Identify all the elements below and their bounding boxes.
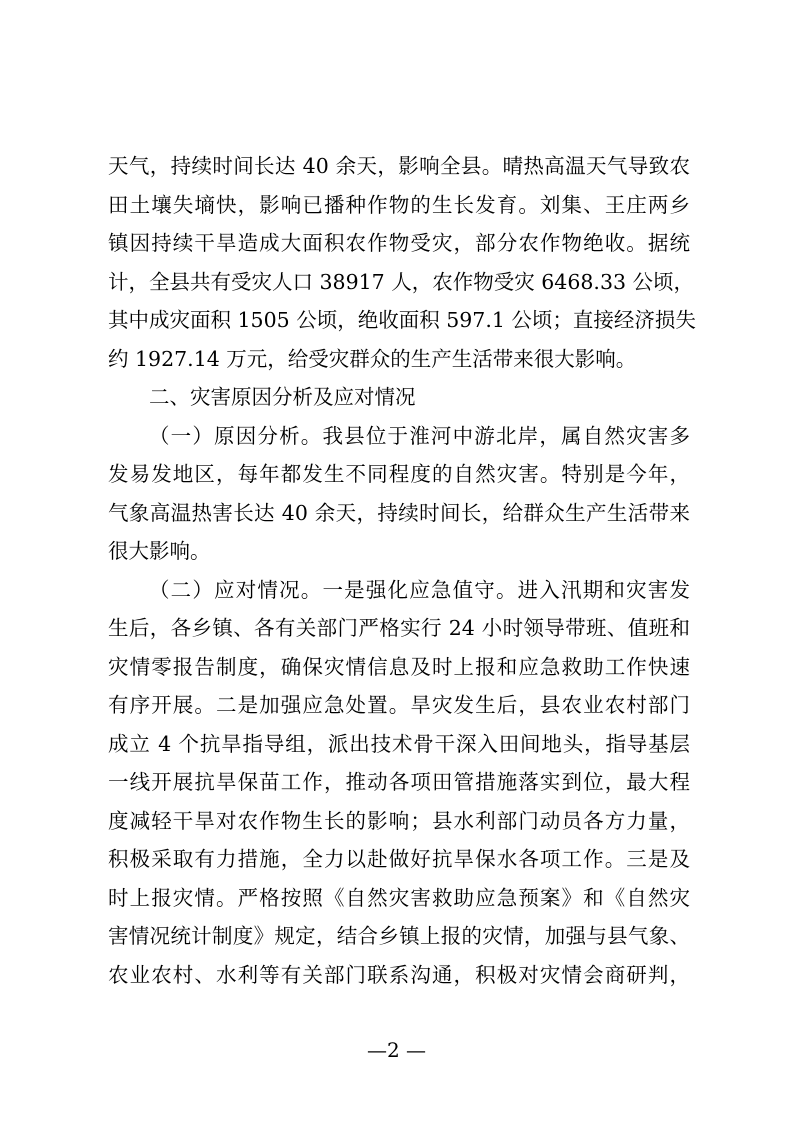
text-line: 害情况统计制度》规定，结合乡镇上报的灾情，加强与县气象、	[108, 924, 690, 948]
text-line: 成立 4 个抗旱指导组，派出技术骨干深入田间地头，指导基层	[108, 731, 690, 756]
text-line: 计，全县共有受灾人口 38917 人，农作物受灾 6468.33 公顷，	[108, 269, 695, 294]
text-line: 很大影响。	[108, 539, 211, 563]
paragraph-disaster-impact	[108, 147, 696, 378]
text-line: 发易发地区，每年都发生不同程度的自然灾害。特别是今年，	[108, 462, 690, 486]
text-line: 田土壤失墒快，影响已播种作物的生长发育。刘集、王庄两乡	[108, 192, 690, 217]
text-line: （二）应对情况。一是强化应急值守。进入汛期和灾害发	[149, 577, 690, 602]
text-line: 有序开展。二是加强应急处置。旱灾发生后，县农业农村部门	[108, 693, 690, 717]
text-line: 灾情零报告制度，确保灾情信息及时上报和应急救助工作快速	[108, 654, 690, 679]
text-line: 约 1927.14 万元，给受灾群众的生产生活带来很大影响。	[108, 346, 637, 371]
paragraph-cause-analysis	[108, 417, 690, 571]
page-number: —2 —	[366, 1038, 427, 1062]
text-line: 生后，各乡镇、各有关部门严格实行 24 小时领导带班、值班和	[108, 616, 690, 640]
text-line: 天气，持续时间长达 40 余天，影响全县。晴热高温天气导致农	[108, 154, 690, 178]
text-line: 度减轻干旱对农作物生长的影响；县水利部门动员各方力量，	[108, 808, 690, 833]
text-line: 农业农村、水利等有关部门联系沟通，积极对灾情会商研判，	[108, 962, 690, 987]
text-line: 一线开展抗旱保苗工作，推动各项田管措施落实到位，最大程	[108, 770, 690, 794]
text-line: 其中成灾面积 1505 公顷，绝收面积 597.1 公顷；直接经济损失	[108, 308, 696, 332]
text-line: 镇因持续干旱造成大面积农作物受灾，部分农作物绝收。据统	[108, 231, 690, 255]
text-line: 积极采取有力措施，全力以赴做好抗旱保水各项工作。三是及	[108, 847, 690, 871]
text-line: 气象高温热害长达 40 余天，持续时间长，给群众生产生活带来	[108, 500, 690, 525]
section-heading: 二、灾害原因分析及应对情况	[149, 385, 416, 409]
document-body	[108, 147, 696, 994]
text-line: 时上报灾情。严格按照《自然灾害救助应急预案》和《自然灾	[108, 885, 690, 910]
text-line: （一）原因分析。我县位于淮河中游北岸，属自然灾害多	[149, 423, 690, 448]
paragraph-response	[108, 571, 690, 995]
